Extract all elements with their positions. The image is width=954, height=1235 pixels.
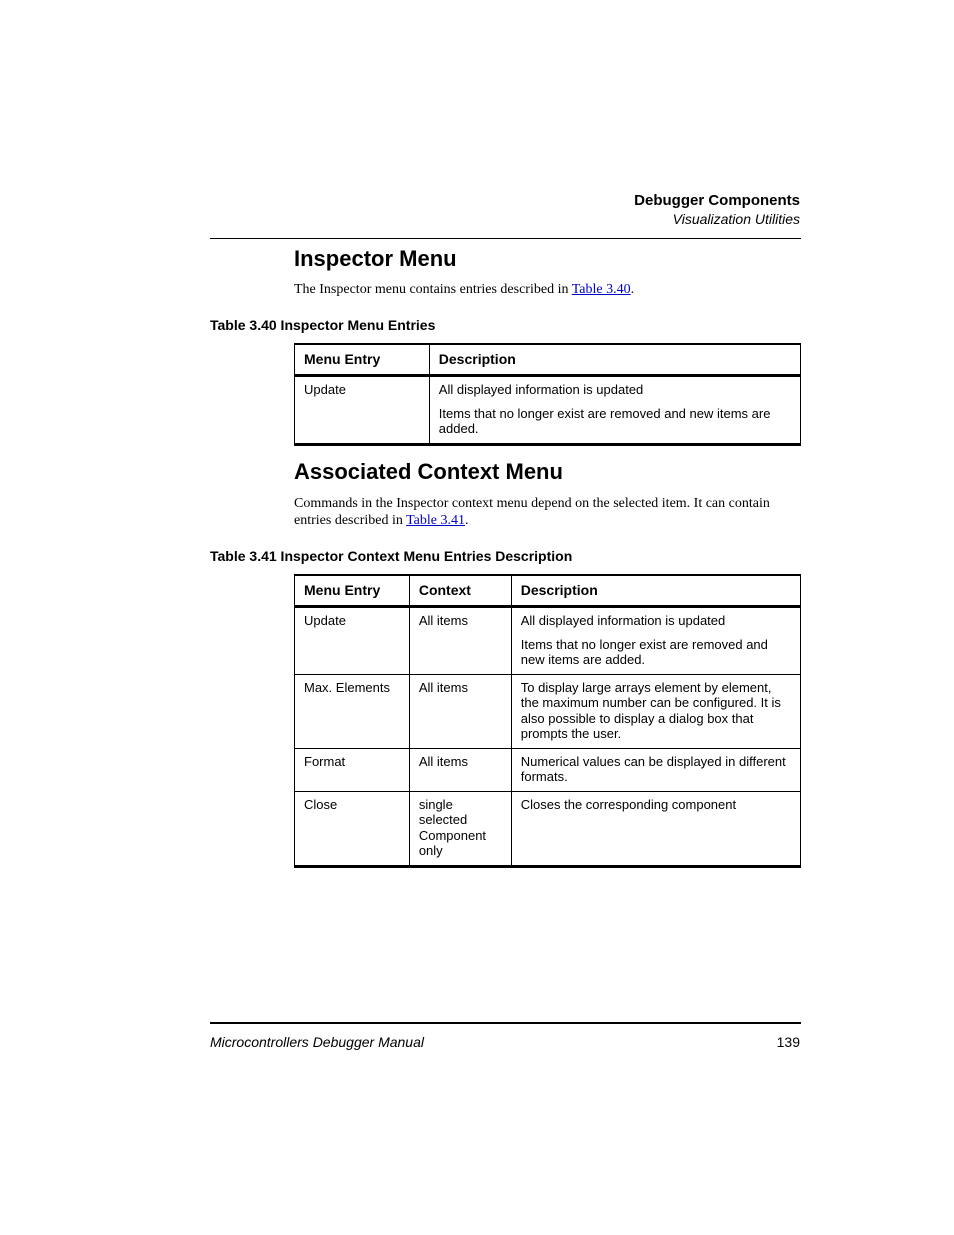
footer-rule [210,1022,801,1024]
description-cell [511,674,800,748]
description-line: Numerical values can be displayed in different formats. [520,753,786,784]
menu-entry-cell: Update [295,607,410,675]
description-cell [429,376,800,445]
table-row [295,674,801,748]
description-line: Closes the corresponding component [520,796,737,812]
context-cell: single selected Component only [409,791,511,866]
table-3-41-link[interactable]: Table 3.41 [406,513,466,528]
running-header [634,191,800,228]
table-row [295,607,801,675]
context-menu-table [294,574,801,868]
table-3-40-caption: Table 3.40 Inspector Menu Entries [210,317,436,333]
table-header-row [295,575,801,607]
table-row [295,376,801,445]
description-cell [511,748,800,791]
inspector-menu-heading: Inspector Menu [294,246,457,271]
context-cell: All items [409,748,511,791]
column-header: Context [409,575,511,607]
intro-suffix: . [630,282,635,297]
menu-entry-cell: Update [295,376,430,445]
intro-suffix: . [465,513,469,528]
description-cell [511,607,800,675]
column-header: Menu Entry [295,344,430,376]
menu-entry-cell: Close [295,791,410,866]
page-number: 139 [776,1034,800,1050]
table-3-40-link[interactable]: Table 3.40 [571,282,631,297]
inspector-menu-table [294,343,801,446]
context-cell: All items [409,607,511,675]
column-header: Description [511,575,800,607]
table-row [295,748,801,791]
description-line: All displayed information is updated [520,613,726,628]
chapter-title: Debugger Components [634,192,800,209]
section-title: Visualization Utilities [672,211,800,227]
manual-title: Microcontrollers Debugger Manual [210,1034,424,1050]
menu-entry-cell: Max. Elements [295,674,410,748]
intro-text: The Inspector menu contains entries described in [294,282,572,297]
context-menu-intro [294,495,800,529]
description-line: To display large arrays element by element, the maximum number can be configured. It is also possible to display a dialog box that prompts the user. [520,679,781,741]
table-row [295,791,801,866]
context-cell: All items [409,674,511,748]
header-rule [210,238,801,239]
description-line: Items that no longer exist are removed and new items are added. [438,405,771,436]
column-header: Menu Entry [295,575,410,607]
description-cell [511,791,800,866]
inspector-menu-intro [294,281,800,298]
context-menu-heading: Associated Context Menu [294,459,563,484]
intro-text: Commands in the Inspector context menu depend on the selected item. It can contain entries described in [294,496,770,528]
column-header: Description [429,344,800,376]
table-header-row [295,344,801,376]
table-3-41-caption: Table 3.41 Inspector Context Menu Entries Description [210,548,573,564]
description-line: All displayed information is updated [438,382,644,397]
description-line: Items that no longer exist are removed and new items are added. [520,636,768,667]
menu-entry-cell: Format [295,748,410,791]
